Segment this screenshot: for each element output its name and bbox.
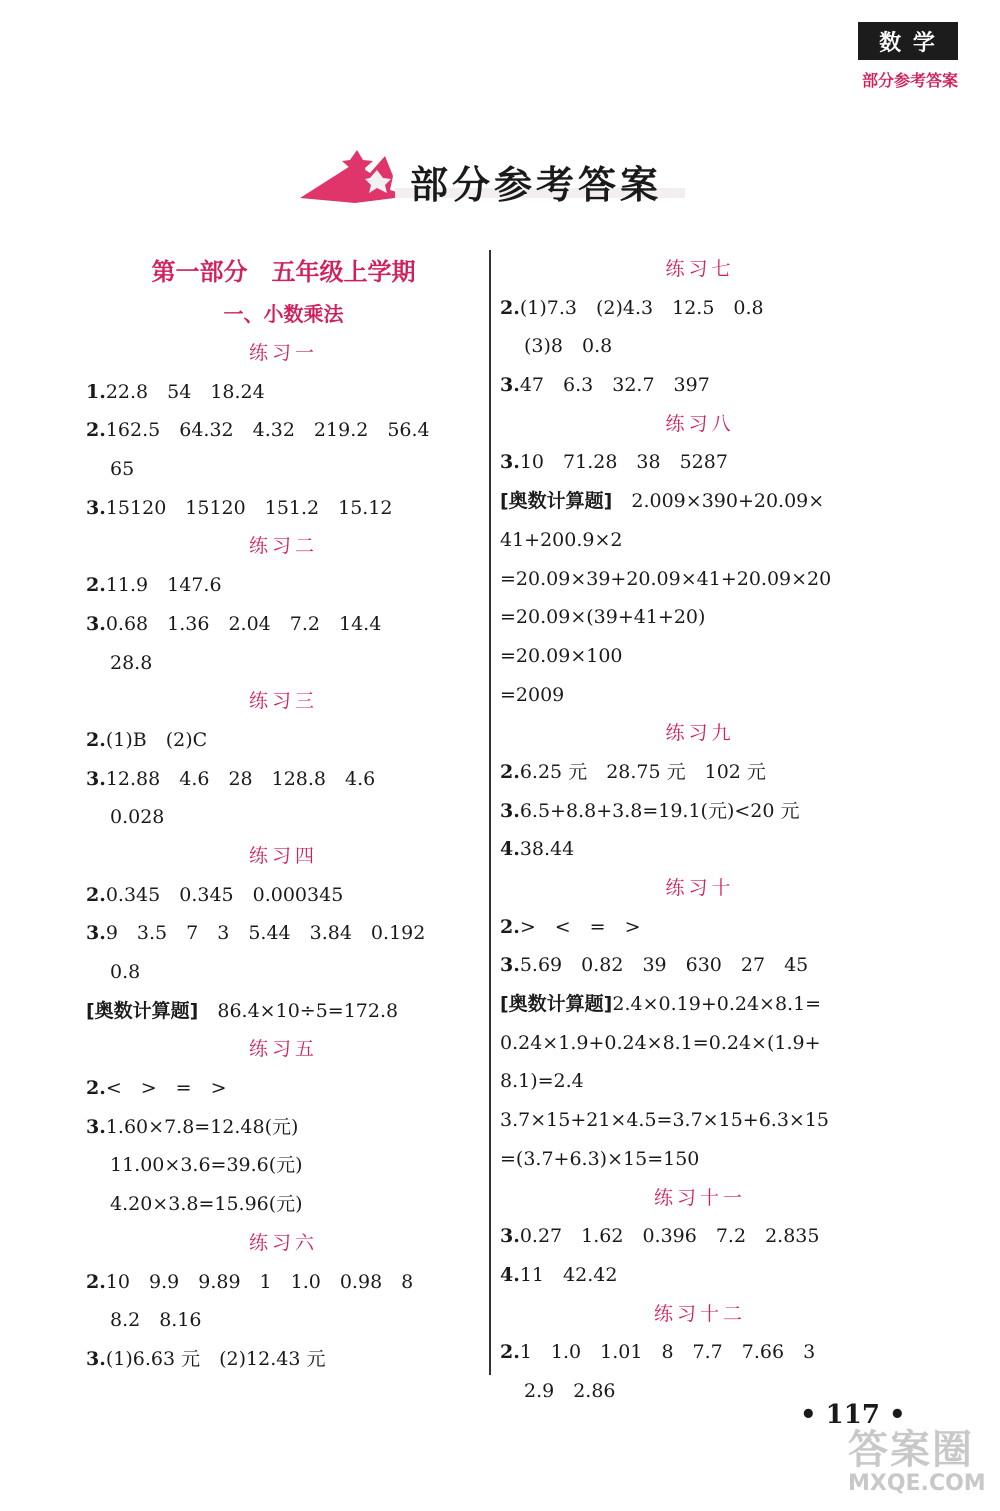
answer-text: > < = > xyxy=(519,915,641,938)
answer-text: 0.345 0.345 0.000345 xyxy=(105,883,344,906)
answer-text: 47 6.3 32.7 397 xyxy=(519,374,710,397)
solution-line: 0.24×1.9+0.24×8.1=0.24×(1.9+ xyxy=(500,1031,821,1054)
question-number: 2. xyxy=(86,419,106,442)
question-number: 3. xyxy=(86,1347,106,1370)
left-answer-list xyxy=(86,334,481,1379)
answer-text: 11.9 147.6 xyxy=(105,574,222,597)
answer-line xyxy=(86,411,481,450)
answer-text: 0.27 1.62 0.396 7.2 2.835 xyxy=(519,1225,820,1248)
olympiad-problem-line xyxy=(86,992,481,1031)
column-divider xyxy=(489,250,491,1375)
answer-text: 15120 15120 151.2 15.12 xyxy=(105,496,393,519)
olympiad-text: 86.4×10÷5=172.8 xyxy=(198,999,399,1022)
question-number: 3. xyxy=(86,922,106,945)
answer-text: 162.5 64.32 4.32 219.2 56.4 xyxy=(105,419,430,442)
answer-text: 0.68 1.36 2.04 7.2 14.4 xyxy=(105,612,382,635)
question-number: 3. xyxy=(86,612,106,635)
olympiad-label: [奥数计算题] xyxy=(86,999,199,1022)
answer-line xyxy=(86,760,481,799)
answer-line xyxy=(500,1256,900,1295)
left-column xyxy=(86,250,481,1379)
answer-continuation: 8.2 8.16 xyxy=(110,1309,202,1332)
unit-title: 一、小数乘法 xyxy=(223,302,344,326)
answer-line xyxy=(500,792,900,831)
answer-line xyxy=(86,373,481,412)
exercise-title: 练习六 xyxy=(248,1231,318,1254)
answer-line xyxy=(500,830,900,869)
answer-line xyxy=(500,946,900,985)
question-number: 2. xyxy=(86,883,106,906)
olympiad-text: 2.4×0.19+0.24×8.1= xyxy=(612,993,822,1016)
exercise-title: 练习八 xyxy=(665,412,735,435)
question-number: 3. xyxy=(500,954,520,977)
answer-text: 10 71.28 38 5287 xyxy=(519,451,728,474)
exercise-title: 练习九 xyxy=(665,722,735,745)
answer-text: 6.25 元 28.75 元 102 元 xyxy=(519,760,766,783)
answer-line xyxy=(86,605,481,644)
question-number: 4. xyxy=(500,1263,520,1286)
question-number: 3. xyxy=(500,1225,520,1248)
solution-line: 8.1)=2.4 xyxy=(500,1070,584,1093)
exercise-title: 练习五 xyxy=(248,1038,318,1061)
question-number: 3. xyxy=(500,374,520,397)
answer-line xyxy=(86,1108,481,1147)
answer-text: 22.8 54 18.24 xyxy=(105,380,265,403)
question-number: 3. xyxy=(86,1115,106,1138)
watermark-url: MXQE.COM xyxy=(848,1471,986,1496)
exercise-title: 练习一 xyxy=(248,342,318,364)
answer-text: (1)6.63 元 (2)12.43 元 xyxy=(105,1347,326,1370)
exercise-title: 练习三 xyxy=(248,690,318,713)
answer-line xyxy=(500,753,900,792)
answer-line xyxy=(86,876,481,915)
answer-text: 9 3.5 7 3 5.44 3.84 0.192 xyxy=(105,922,426,945)
watermark xyxy=(848,1418,998,1508)
question-number: 3. xyxy=(86,767,106,790)
answer-text: (1)7.3 (2)4.3 12.5 0.8 xyxy=(519,296,764,319)
answer-text: 6.5+8.8+3.8=19.1(元)<20 元 xyxy=(519,799,800,822)
page-number: • 117 • xyxy=(800,1400,906,1430)
question-number: 4. xyxy=(500,838,520,861)
question-number: 2. xyxy=(86,1077,106,1100)
solution-line: =20.09×(39+41+20) xyxy=(500,606,706,629)
answer-text: 1 1.0 1.01 8 7.7 7.66 3 xyxy=(519,1341,816,1364)
answer-text: 5.69 0.82 39 630 27 45 xyxy=(519,954,809,977)
solution-line: =20.09×100 xyxy=(500,644,623,667)
answer-text: 1.60×7.8=12.48(元) xyxy=(105,1115,299,1138)
answer-line xyxy=(500,1217,900,1256)
answer-line xyxy=(86,914,481,953)
olympiad-problem-line xyxy=(500,985,900,1024)
right-answer-list xyxy=(500,250,900,1411)
answer-continuation: 0.028 xyxy=(110,806,165,829)
question-number: 2. xyxy=(86,728,106,751)
solution-line: 41+200.9×2 xyxy=(500,528,623,551)
question-number: 2. xyxy=(500,915,520,938)
page-title-banner xyxy=(295,148,695,208)
exercise-title: 练习十 xyxy=(665,877,735,899)
answer-line xyxy=(86,1069,481,1108)
exercise-title: 练习七 xyxy=(665,258,735,280)
subject-tag: 数 学 xyxy=(858,22,958,60)
answer-line xyxy=(500,908,900,947)
answer-line xyxy=(86,721,481,760)
question-number: 2. xyxy=(500,296,520,319)
answer-continuation: 28.8 xyxy=(110,651,153,674)
exercise-title: 练习二 xyxy=(248,535,318,558)
right-column xyxy=(500,250,900,1411)
answer-continuation: 65 xyxy=(110,458,135,481)
question-number: 2. xyxy=(500,1341,520,1364)
answer-text: 11 42.42 xyxy=(519,1263,618,1286)
question-number: 2. xyxy=(500,760,520,783)
question-number: 1. xyxy=(86,380,106,403)
answer-continuation: 0.8 xyxy=(110,961,141,983)
question-number: 3. xyxy=(500,799,520,822)
olympiad-text: 2.009×390+20.09× xyxy=(612,490,825,513)
question-number: 3. xyxy=(500,451,520,474)
answer-line xyxy=(86,489,481,528)
answer-line xyxy=(86,1263,481,1302)
subject-subtitle: 部分参考答案 xyxy=(861,71,958,90)
answer-line xyxy=(500,1333,900,1372)
answer-continuation: (3)8 0.8 xyxy=(524,335,613,358)
question-number: 2. xyxy=(86,574,106,597)
watermark-logo: 答案圈 xyxy=(848,1427,974,1473)
answer-text: 12.88 4.6 28 128.8 4.6 xyxy=(105,767,376,790)
answer-line xyxy=(500,443,900,482)
answer-continuation: 4.20×3.8=15.96(元) xyxy=(110,1193,303,1216)
exercise-title: 练习十一 xyxy=(653,1186,746,1209)
solution-line: =2009 xyxy=(500,683,565,706)
answer-line xyxy=(86,566,481,605)
answer-text: (1)B (2)C xyxy=(105,728,208,751)
answer-continuation: 2.9 2.86 xyxy=(524,1379,616,1402)
exercise-title: 练习四 xyxy=(248,844,318,867)
question-number: 2. xyxy=(86,1270,106,1293)
solution-line: =20.09×39+20.09×41+20.09×20 xyxy=(500,567,832,590)
olympiad-label: [奥数计算题] xyxy=(500,490,613,513)
answer-line xyxy=(86,1340,481,1379)
answer-line xyxy=(500,366,900,405)
part-title: 第一部分 五年级上学期 xyxy=(151,258,416,286)
page-title: 部分参考答案 xyxy=(410,163,663,207)
exercise-title: 练习十二 xyxy=(653,1302,746,1325)
answer-line xyxy=(500,289,900,328)
answer-text: < > = > xyxy=(105,1077,227,1100)
solution-line: 3.7×15+21×4.5=3.7×15+6.3×15 xyxy=(500,1109,830,1132)
olympiad-label: [奥数计算题] xyxy=(500,993,613,1016)
solution-line: =(3.7+6.3)×15=150 xyxy=(500,1147,700,1170)
answer-text: 10 9.9 9.89 1 1.0 0.98 8 xyxy=(105,1270,414,1293)
olympiad-problem-line xyxy=(500,482,900,521)
answer-continuation: 11.00×3.6=39.6(元) xyxy=(110,1154,303,1177)
question-number: 3. xyxy=(86,496,106,519)
answer-text: 38.44 xyxy=(519,838,575,861)
